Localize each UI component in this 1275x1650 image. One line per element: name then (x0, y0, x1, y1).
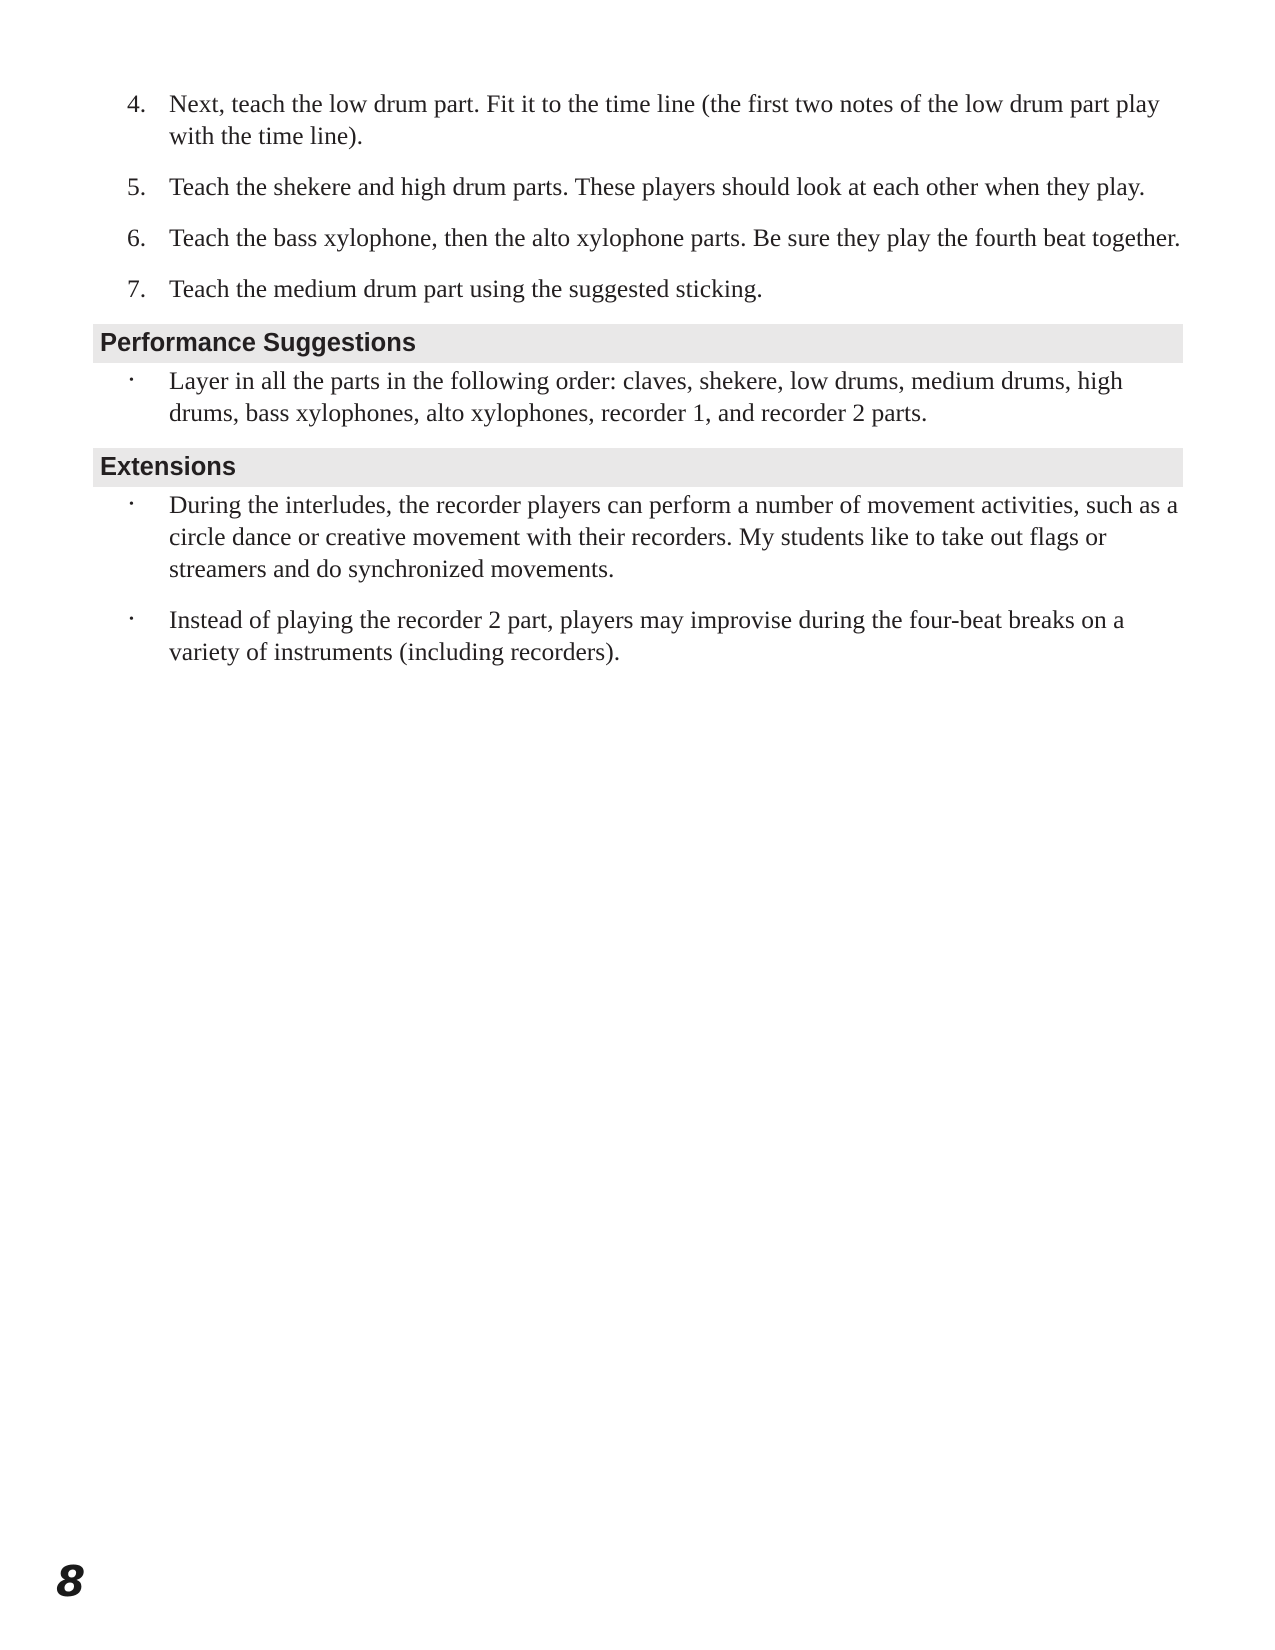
list-item (93, 604, 1183, 668)
extensions-heading: Extensions (93, 448, 1183, 487)
step-number: 7. (127, 274, 147, 303)
page-content (93, 88, 1183, 687)
list-item-text: Instead of playing the recorder 2 part, players may improvise during the four-beat breaks on a variety of instruments (including recorders). (169, 605, 1125, 666)
step-text: Teach the medium drum part using the suggested sticking. (169, 274, 763, 303)
step-text: Teach the bass xylophone, then the alto xylophone parts. Be sure they play the fourth beat together. (169, 223, 1181, 252)
extensions-list (93, 489, 1183, 668)
teaching-steps-list (93, 88, 1183, 305)
performance-suggestions-heading: Performance Suggestions (93, 324, 1183, 363)
step-text: Next, teach the low drum part. Fit it to the time line (the first two notes of the low drum part play with the time line). (169, 89, 1160, 150)
step-item (93, 171, 1183, 203)
list-item-text: During the interludes, the recorder players can perform a number of movement activities, such as a circle dance or creative movement with their recorders. My students like to take out flags or streamers and do synchronized movements. (169, 490, 1179, 583)
performance-suggestions-list (93, 365, 1183, 429)
bullet-icon: • (129, 497, 134, 512)
step-number: 4. (127, 89, 147, 118)
page-number: 8 (56, 1557, 86, 1606)
list-item-text: Layer in all the parts in the following order: claves, shekere, low drums, medium drums, high drums, bass xylophones, alto xylophones, recorder 1, and recorder 2 parts. (169, 366, 1123, 427)
step-text: Teach the shekere and high drum parts. These players should look at each other when they play. (169, 172, 1146, 201)
bullet-icon: • (129, 373, 134, 388)
list-item (93, 365, 1183, 429)
list-item (93, 489, 1183, 585)
bullet-icon: • (129, 612, 134, 627)
step-number: 5. (127, 172, 147, 201)
step-item (93, 88, 1183, 152)
step-item (93, 222, 1183, 254)
step-number: 6. (127, 223, 147, 252)
step-item (93, 273, 1183, 305)
